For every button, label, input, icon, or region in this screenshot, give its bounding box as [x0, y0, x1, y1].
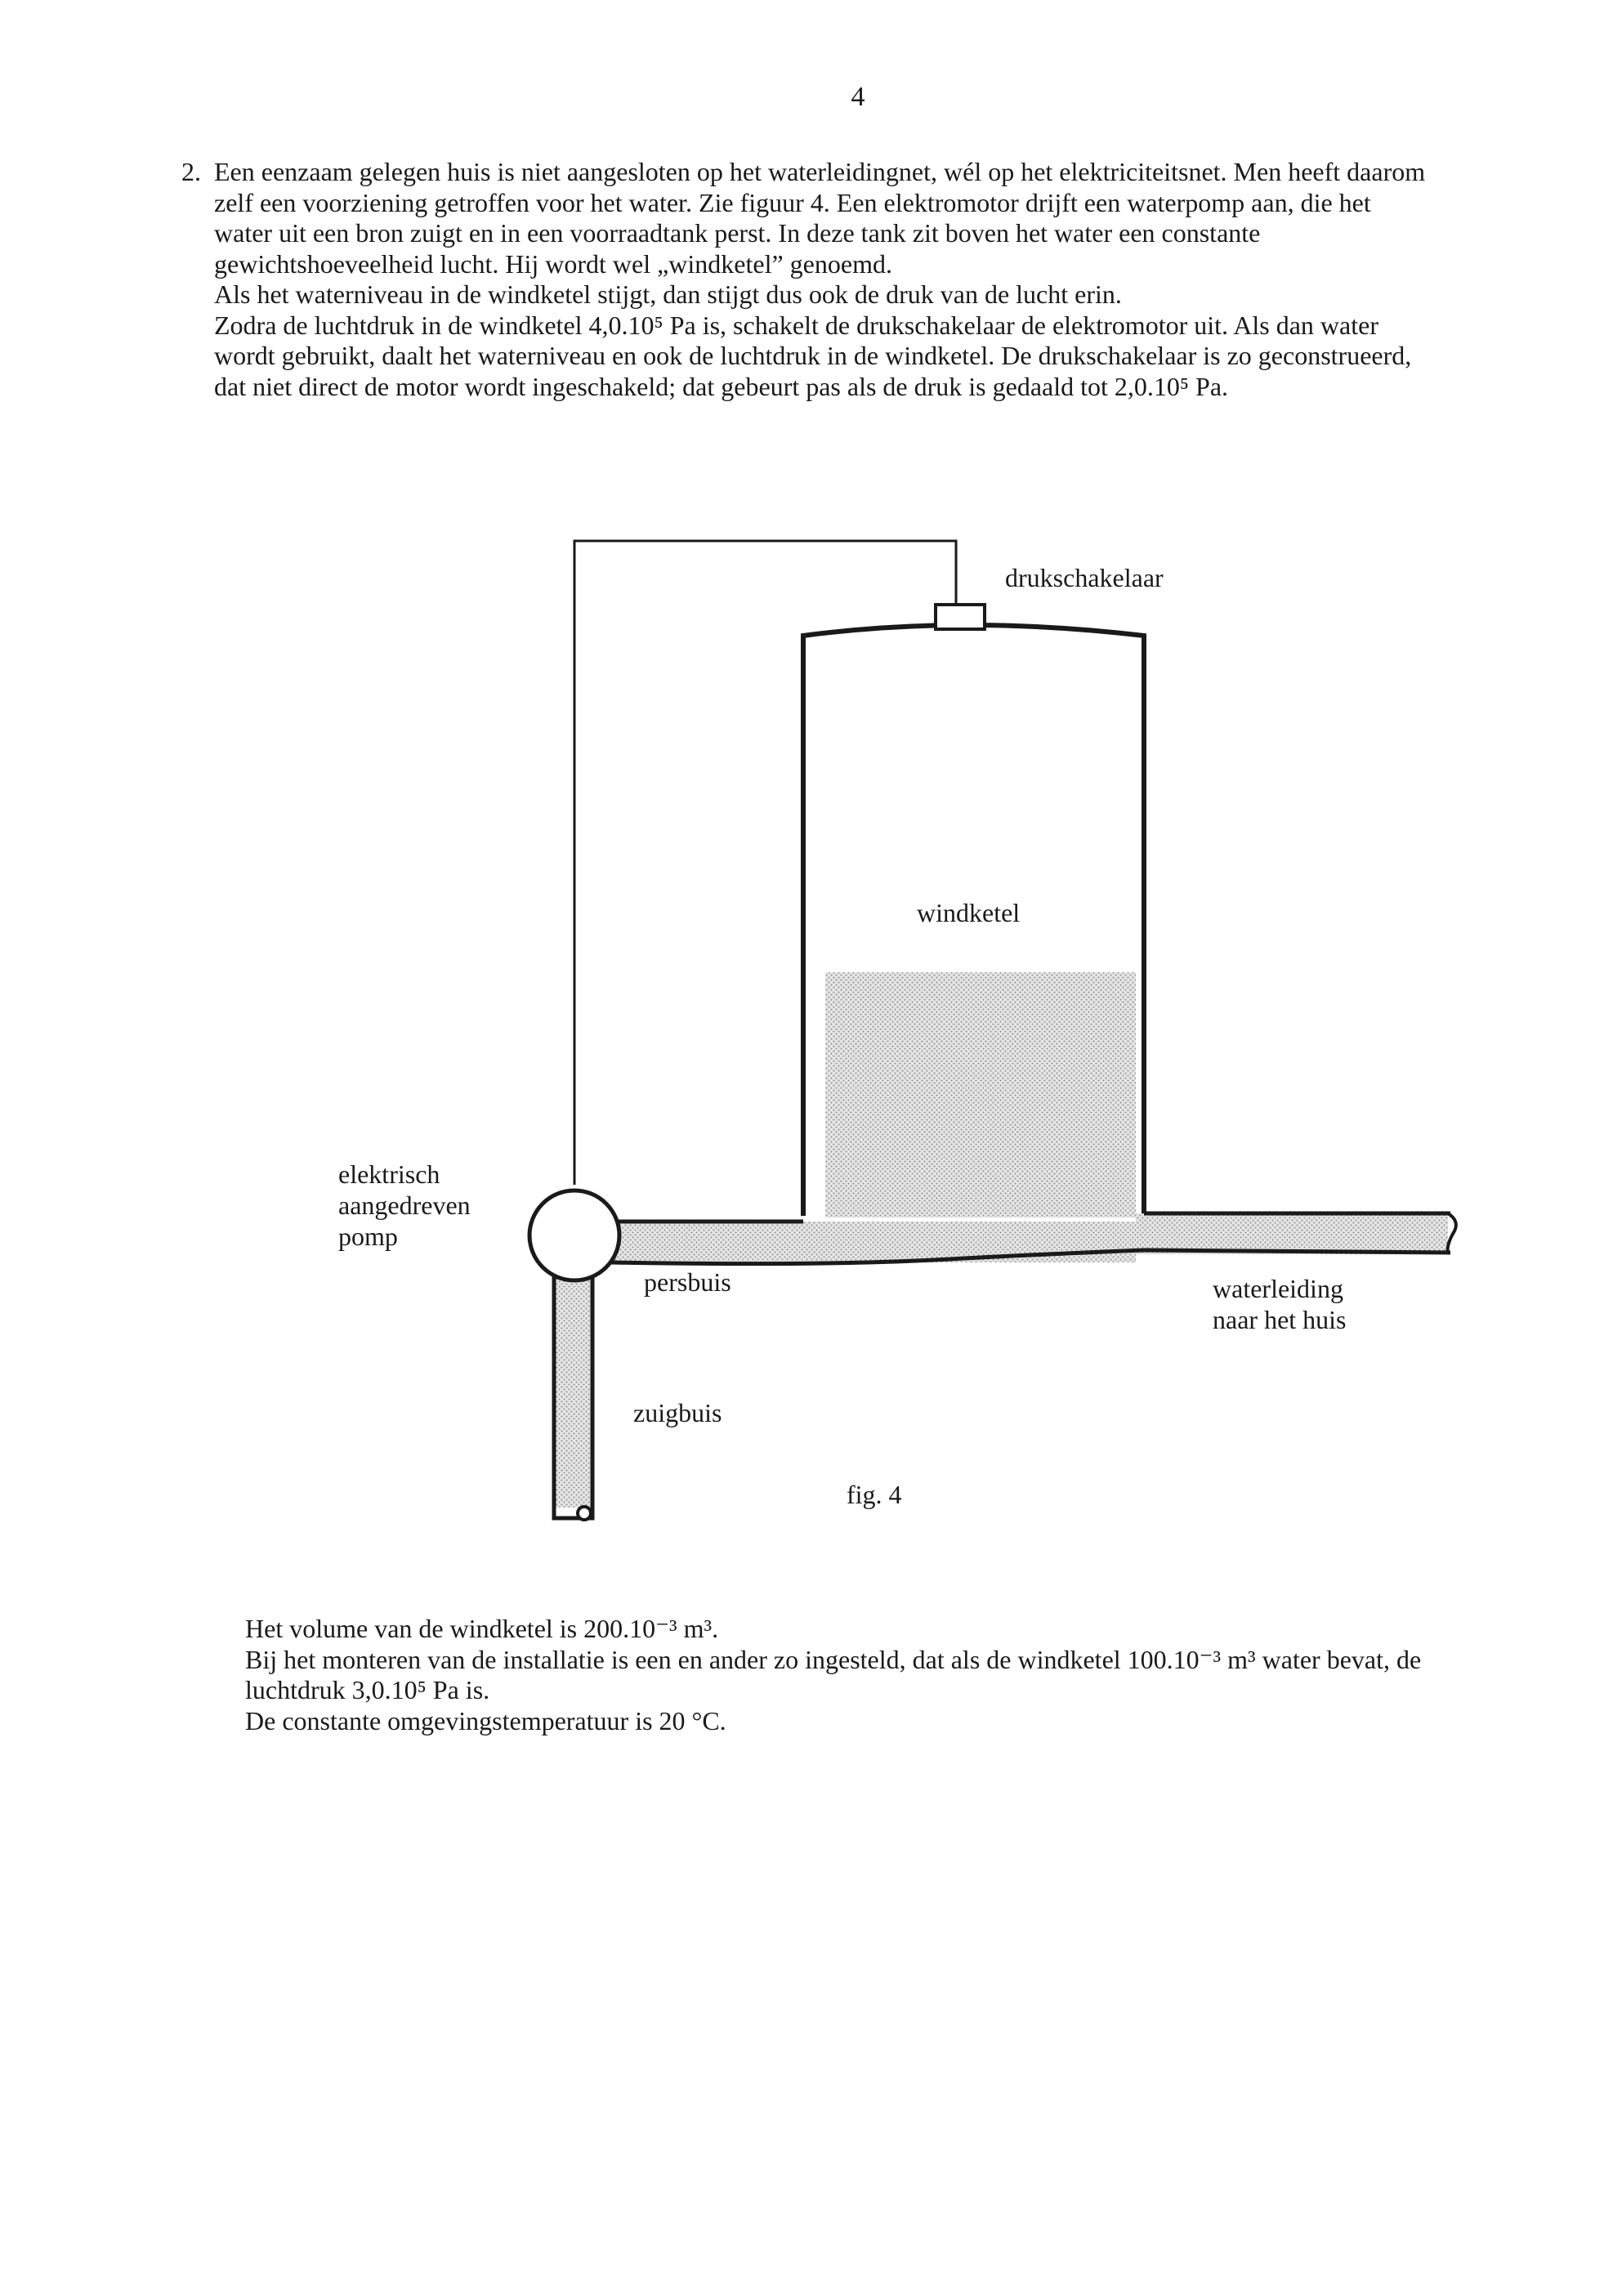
- given-installation: Bij het monteren van de installatie is een en ander zo ingesteld, dat als de windketel 100.10⁻³ m³ water bevat, de luchtdruk 3,0.10⁵ Pa is.: [245, 1644, 1422, 1704]
- pump-icon: [529, 1190, 619, 1280]
- label-windketel: windketel: [917, 898, 1021, 927]
- pressure-pipe-water: [613, 1222, 1136, 1262]
- house-pipe-water: [1136, 1213, 1448, 1254]
- question-number: 2.: [181, 157, 201, 186]
- question-paragraph-switch: Zodra de luchtdruk in de windketel 4,0.10⁵ Pa is, schakelt de drukschakelaar de elektromotor uit. Als dan water wordt gebruikt, daalt het waterniveau en ook de luchtdruk in de windketel. De drukschakelaar is zo geconstrueerd, dat niet direct de motor wordt ingeschakeld; dat gebeurt pas als de druk is gedaald tot 2,0.10⁵ Pa.: [214, 310, 1412, 401]
- label-waterleiding-line2: naar het huis: [1213, 1305, 1347, 1334]
- label-persbuis: persbuis: [644, 1267, 731, 1297]
- suction-pipe-water: [554, 1262, 592, 1508]
- label-zuigbuis: zuigbuis: [633, 1398, 722, 1427]
- suction-pipe-end: [578, 1507, 591, 1520]
- given-data: [245, 1614, 1438, 1736]
- question-paragraph-intro: Een eenzaam gelegen huis is niet aangesloten op het waterleidingnet, wél op het elektriciteitsnet. Men heeft daarom zelf een voorziening getroffen voor het water. Zie figuur 4. Een elektromotor drijft een waterpomp aan, die het water uit een bron zuigt en in een voorraadtank perst. In deze tank zit boven het water een constante gewichtshoeveelheid lucht. Hij wordt wel „windketel” genoemd.: [214, 157, 1426, 279]
- label-pump-line3: pomp: [338, 1222, 398, 1251]
- given-temperature: De constante omgevingstemperatuur is 20 °C.: [245, 1705, 726, 1735]
- house-pipe-end: [1448, 1213, 1456, 1253]
- given-volume: Het volume van de windketel is 200.10⁻³ m³.: [245, 1614, 719, 1643]
- label-pump-line2: aangedreven: [338, 1190, 471, 1220]
- figure-caption: fig. 4: [847, 1480, 902, 1509]
- label-waterleiding-line1: waterleiding: [1213, 1274, 1343, 1303]
- page-number: 4: [851, 82, 865, 112]
- pressure-switch-icon: [936, 605, 985, 629]
- label-drukschakelaar: drukschakelaar: [1005, 563, 1164, 592]
- question-paragraph-level: Als het waterniveau in de windketel stijgt, dan stijgt dus ook de druk van de lucht erin.: [214, 279, 1122, 309]
- question-text: [181, 157, 1432, 402]
- figure-4: [311, 523, 1471, 1561]
- label-pump-line1: elektrisch: [338, 1159, 440, 1189]
- tank-water: [825, 972, 1136, 1217]
- water-system-diagram: [311, 523, 1471, 1561]
